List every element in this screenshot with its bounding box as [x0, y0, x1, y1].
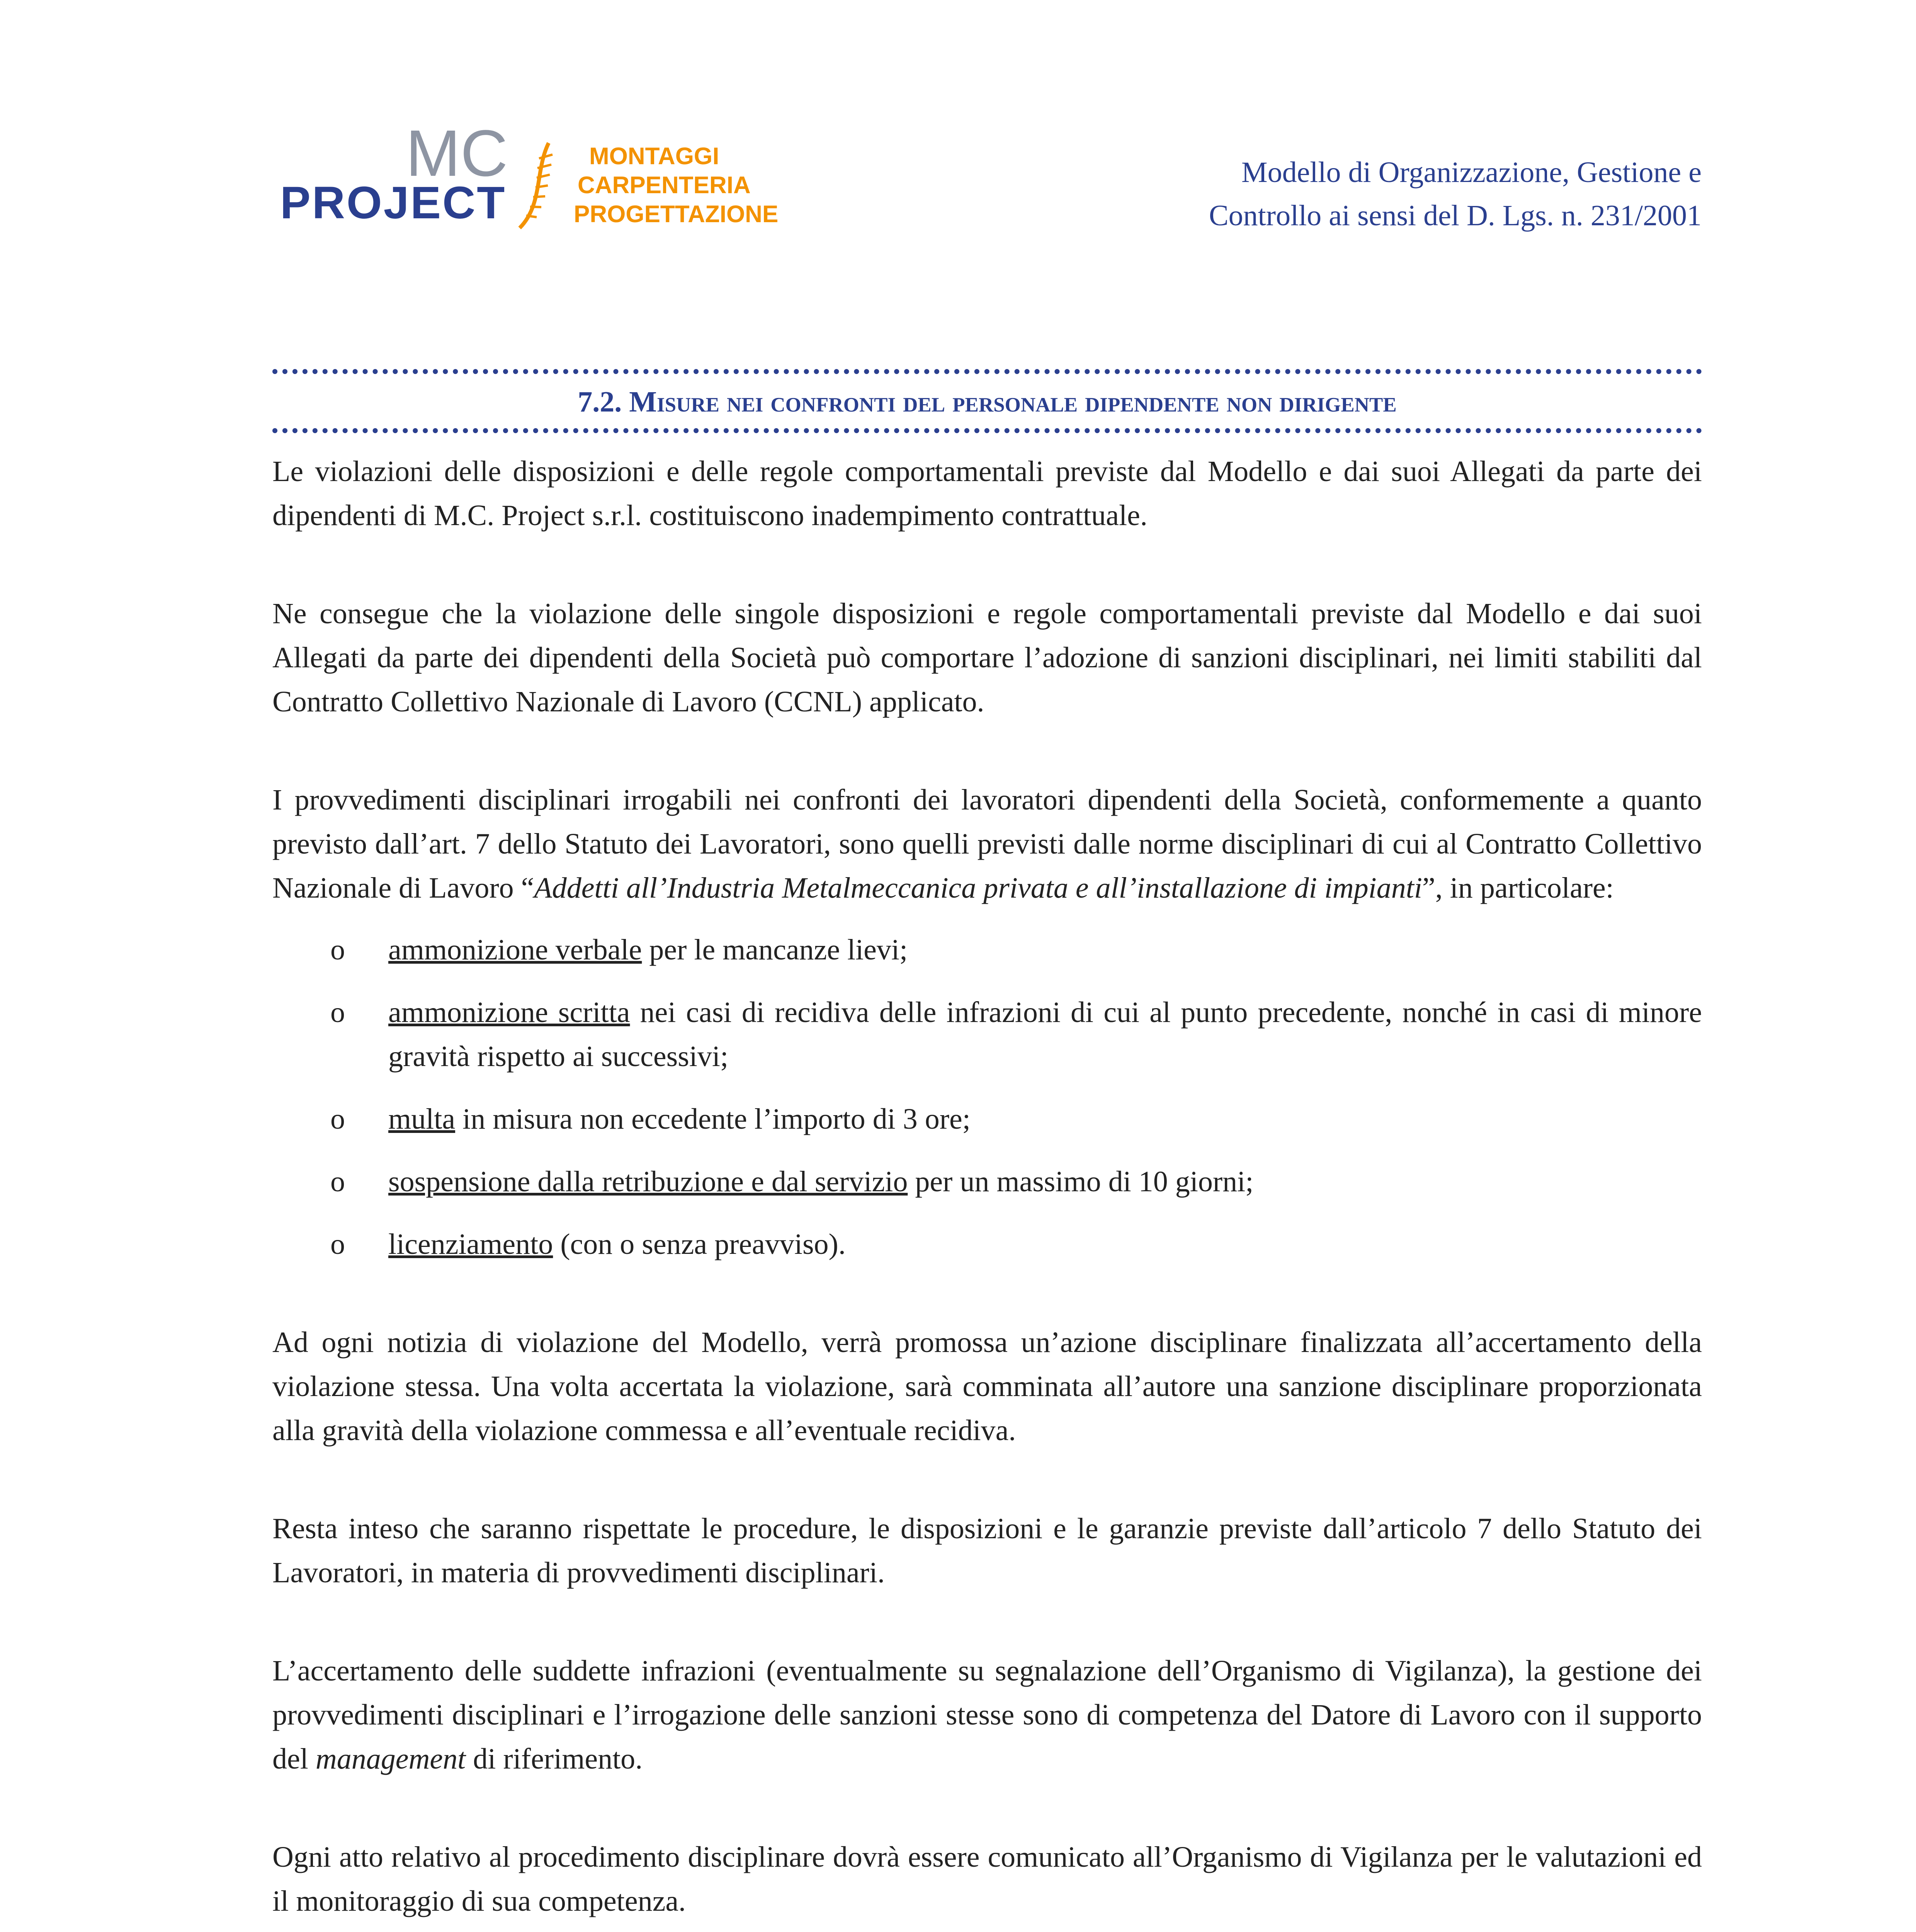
company-logo: [272, 128, 836, 243]
paragraph: Ogni atto relativo al procedimento disciplinare dovrà essere comunicato all’Organismo di Vigilanza per le valutazioni ed il monitoraggio di sua competenza.: [272, 1841, 1702, 1917]
sanction-description: per un massimo di 10 giorni;: [908, 1165, 1254, 1198]
section-title: Misure nei confronti del personale dipendente non dirigente: [629, 386, 1397, 418]
paragraph-text: ”, in particolare:: [1422, 872, 1614, 904]
list-item: [272, 1160, 1702, 1204]
mc-project-logo-graphic: [272, 128, 836, 243]
paragraph: Ad ogni notizia di violazione del Modello, verrà promossa un’azione disciplinare finalizzata all’accertamento della violazione stessa. Una volta accertata la violazione, sarà comminata all’autore una sanzione disciplinare proporzionata alla gravità della violazione commessa e all’eventuale recidiva.: [272, 1326, 1702, 1447]
bullet-marker: o: [330, 1165, 345, 1198]
logo-tagline-line3: PROGETTAZIONE: [574, 201, 779, 228]
paragraph: Resta inteso che saranno rispettate le procedure, le disposizioni e le garanzie previste dall’articolo 7 dello Statuto dei Lavoratori, in materia di provvedimenti disciplinari.: [272, 1512, 1702, 1589]
sanction-description: per le mancanze lievi;: [642, 934, 908, 966]
list-item: [272, 1222, 1702, 1266]
sanction-description: (con o senza preavviso).: [553, 1228, 846, 1260]
sanctions-list: [272, 928, 1702, 1266]
bullet-marker: o: [330, 1228, 345, 1260]
bullet-marker: o: [330, 1103, 345, 1135]
sanction-term: licenziamento: [388, 1228, 553, 1260]
sanction-term: ammonizione verbale: [388, 934, 642, 966]
paragraph: Le violazioni delle disposizioni e delle regole comportamentali previste dal Modello e dai suoi Allegati da parte dei dipendenti di M.C. Project s.r.l. costituiscono inadempimento contrattuale.: [272, 455, 1702, 532]
paragraph: [272, 778, 1702, 910]
logo-tagline-line2: CARPENTERIA: [578, 172, 751, 199]
paragraph-text: L’accertamento delle suddette infrazioni (eventualmente su segnalazione dell’Organismo di Vigilanza), la gestione dei provvedimenti disciplinari e l’irrogazione delle sanzioni stesse sono di competenza del Datore di Lavoro con il supporto del: [272, 1655, 1702, 1775]
sanction-description: in misura non eccedente l’importo di 3 ore;: [455, 1103, 971, 1135]
paragraph: [272, 1649, 1702, 1781]
sanction-term: ammonizione scritta: [388, 996, 630, 1029]
document-title-line1: Modello di Organizzazione, Gestione e: [1241, 156, 1702, 189]
paragraph-text: di riferimento.: [466, 1743, 643, 1775]
sanction-term: multa: [388, 1103, 456, 1135]
paragraph: Ne consegue che la violazione delle singole disposizioni e regole comportamentali previste dal Modello e dai suoi Allegati da parte dei dipendenti della Società può comportare l’adozione di sanzioni disciplinari, nei limiti stabiliti dal Contratto Collettivo Nazionale di Lavoro (CCNL) applicato.: [272, 597, 1702, 718]
section-heading-7-2: [272, 369, 1702, 433]
document-title: [1006, 151, 1702, 237]
main-content: [272, 369, 1702, 1932]
logo-mc-text: MC: [406, 128, 508, 190]
paragraph-text: I provvedimenti disciplinari irrogabili nei confronti dei lavoratori dipendenti della Società, conformemente a quanto previsto dall’art. 7 dello Statuto dei Lavoratori, sono quelli previsti dalle norme disciplinari di cui al Contratto Collettivo Nazionale di Lavoro “: [272, 784, 1702, 904]
section-number: 7.2.: [578, 386, 622, 418]
bullet-marker: o: [330, 934, 345, 966]
list-item: [272, 928, 1702, 972]
document-title-line2: Controllo ai sensi del D. Lgs. n. 231/2001: [1209, 199, 1702, 232]
list-item: [272, 1097, 1702, 1141]
list-item: [272, 990, 1702, 1078]
logo-ribs-icon: [526, 155, 553, 217]
logo-tagline-line1: MONTAGGI: [589, 143, 719, 170]
logo-project-text: PROJECT: [280, 177, 507, 228]
ccnl-title: Addetti all’Industria Metalmeccanica privata e all’installazione di impianti: [534, 872, 1423, 904]
sanction-term: sospensione dalla retribuzione e dal servizio: [388, 1165, 908, 1198]
bullet-marker: o: [330, 996, 345, 1029]
sanction-description: nei casi di recidiva delle infrazioni di cui al punto precedente, nonché in casi di minore gravità rispetto ai successivi;: [388, 996, 1702, 1073]
management-term: management: [315, 1743, 466, 1775]
